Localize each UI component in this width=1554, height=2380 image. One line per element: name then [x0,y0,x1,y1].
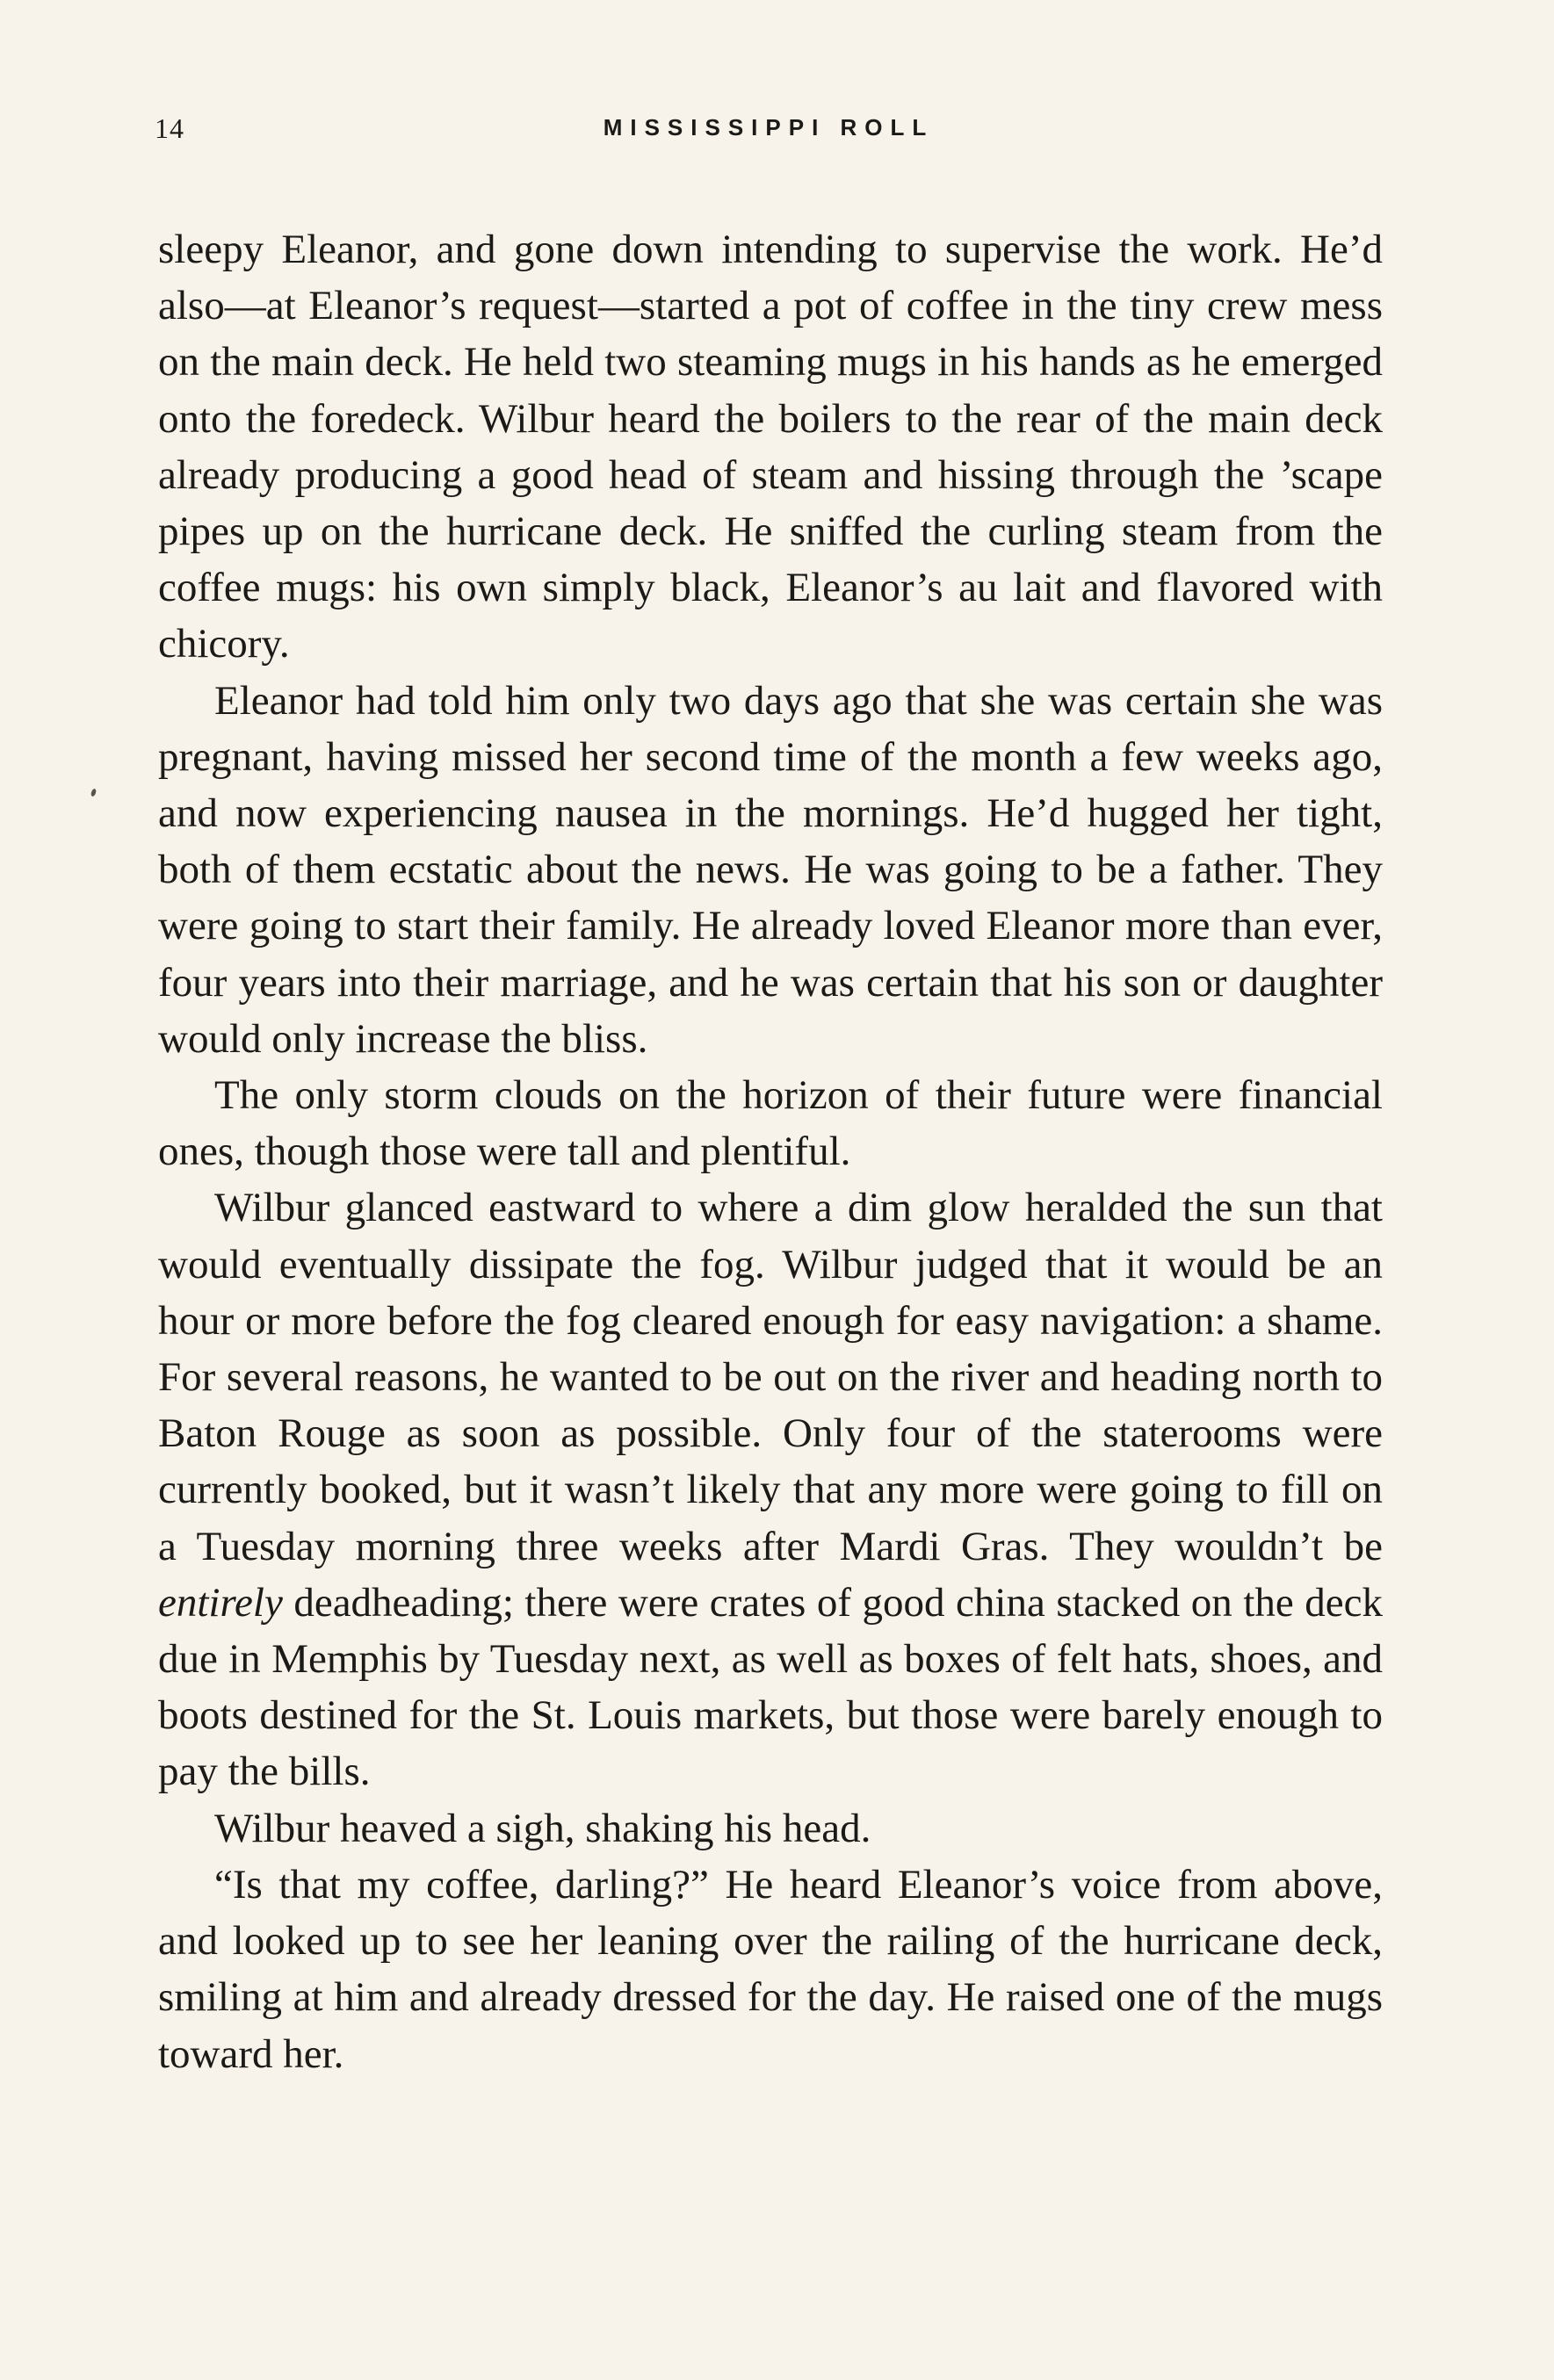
page-header [155,112,1383,156]
paragraph: The only storm clouds on the horizon of their future were financial ones, though those were tall and plentiful. [158,1072,1383,1175]
scan-speck [90,788,98,797]
paragraph-text: deadheading; there were crates of good china stacked on the deck due in Memphis by Tuesday next, as well as boxes of felt hats, shoes, and boots destined for the St. Louis markets, but those were barely enough to pay the bills. [158,1579,1383,1795]
paragraph: Wilbur heaved a sigh, shaking his head. [214,1805,871,1851]
paragraph: “Is that my coffee, darling?” He heard Eleanor’s voice from above, and looked up to see her leaning over the railing of the hurricane deck, smiling at him and already dressed for the day. He raised one of the mugs toward her. [158,1861,1383,2077]
body-text [158,221,1383,2082]
emphasis-text: entirely [158,1579,283,1626]
paragraph-text: Wilbur glanced eastward to where a dim glow heralded the sun that would eventually dissipate the fog. Wilbur judged that it would be an hour or more before the fog cleared enough for easy navigation: a shame. For several reasons, he wanted to be out on the river and heading north to Baton Rouge as soon as possible. Only four of the staterooms were currently booked, but it wasn’t likely that any more were going to fill on a Tuesday morning three weeks after Mardi Gras. They wouldn’t be [158,1185,1383,1569]
page-number: 14 [155,112,184,144]
paragraph [158,1179,1383,1799]
paragraph: Eleanor had told him only two days ago that she was certain she was pregnant, having missed her second time of the month a few weeks ago, and now experiencing nausea in the mornings. He’d hugged her tight, both of them ecstatic about the news. He was going to be a father. They were going to start their family. He already loved Eleanor more than ever, four years into their marriage, and he was certain that his son or daughter would only increase the bliss. [158,677,1383,1062]
paragraph: sleepy Eleanor, and gone down intending to supervise the work. He’d also—at Eleanor’s request—started a pot of coffee in the tiny crew mess on the main deck. He held two steaming mugs in his hands as he emerged onto the foredeck. Wilbur heard the boilers to the rear of the main deck already producing a good head of steam and hissing through the ’scape pipes up on the hurricane deck. He sniffed the curling steam from the coffee mugs: his own simply black, Eleanor’s au lait and flavored with chicory. [158,227,1383,667]
running-title: MISSISSIPPI ROLL [603,114,935,141]
